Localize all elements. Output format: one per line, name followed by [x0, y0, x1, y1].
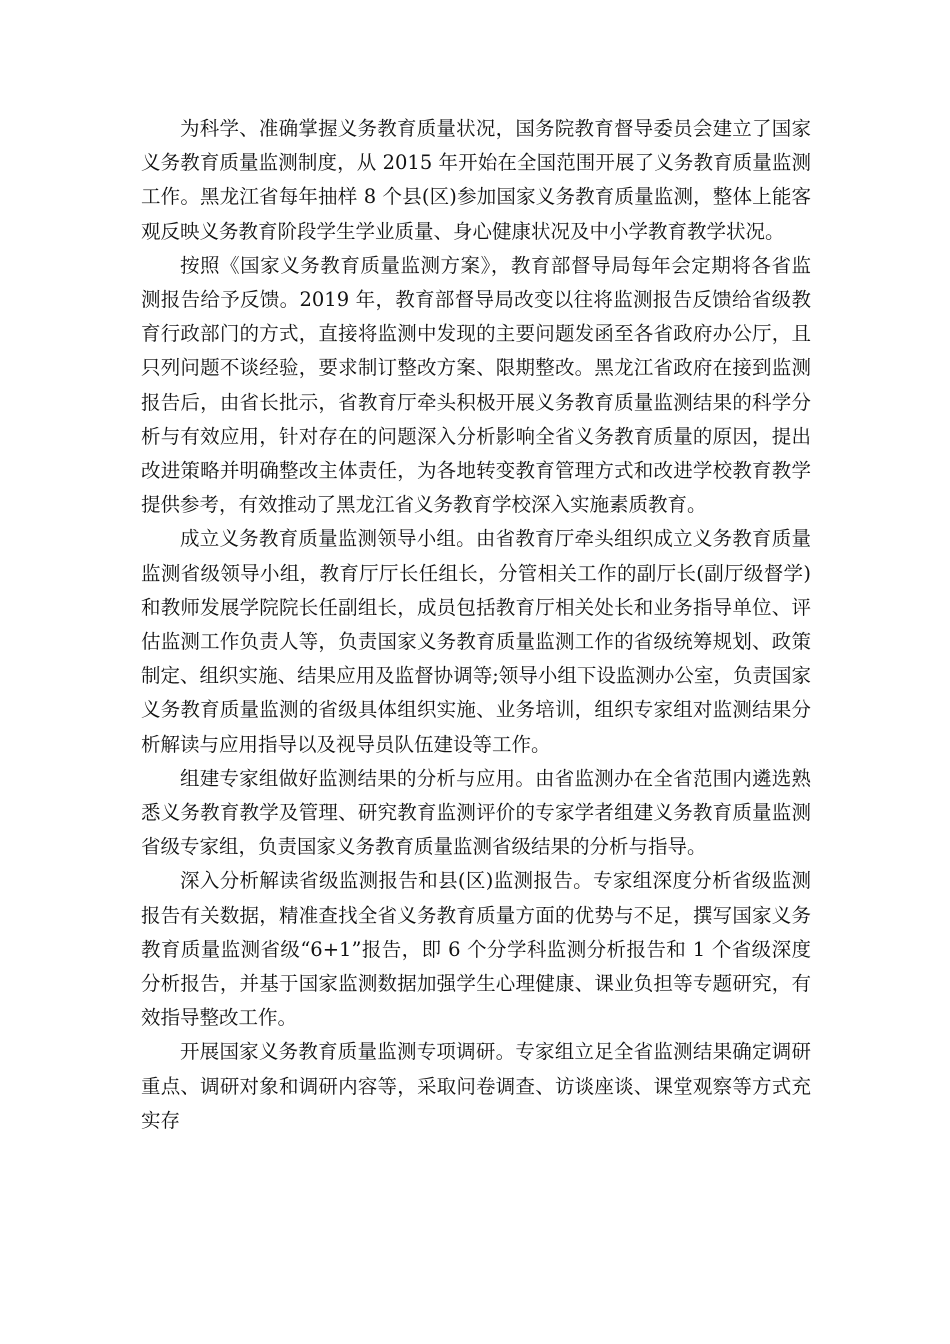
- paragraph-5: 深入分析解读省级监测报告和县(区)监测报告。专家组深度分析省级监测报告有关数据，精准查找全省义务教育质量方面的优势与不足，撰写国家义务教育质量监测省级“6+1”报告，即 6 个分学科监测分析报告和 1 个省级深度分析报告，并基于国家监测数据加强学生心理健康、课业负担等专题研究，有效指导整改工作。: [141, 869, 811, 1030]
- paragraph-2: 按照《国家义务教育质量监测方案》，教育部督导局每年会定期将各省监测报告给予反馈。2019 年，教育部督导局改变以往将监测报告反馈给省级教育行政部门的方式，直接将监测中发现的主要问题发函至各省政府办公厅，且只列问题不谈经验，要求制订整改方案、限期整改。黑龙江省政府在接到监测报告后，由省长批示，省教育厅牵头积极开展义务教育质量监测结果的科学分析与有效应用，针对存在的问题深入分析影响全省义务教育质量的原因，提出改进策略并明确整改主体责任，为各地转变教育管理方式和改进学校教育教学提供参考，有效推动了黑龙江省义务教育学校深入实施素质教育。: [141, 253, 811, 517]
- paragraph-4: 组建专家组做好监测结果的分析与应用。由省监测办在全省范围内遴选熟悉义务教育教学及管理、研究教育监测评价的专家学者组建义务教育质量监测省级专家组，负责国家义务教育质量监测省级结果的分析与指导。: [141, 766, 811, 859]
- paragraph-1: 为科学、准确掌握义务教育质量状况，国务院教育督导委员会建立了国家义务教育质量监测制度，从 2015 年开始在全国范围开展了义务教育质量监测工作。黑龙江省每年抽样 8 个县(区)参加国家义务教育质量监测，整体上能客观反映义务教育阶段学生学业质量、身心健康状况及中小学教育教学状况。: [141, 117, 811, 243]
- document-page: [141, 112, 811, 1138]
- paragraph-3: 成立义务教育质量监测领导小组。由省教育厅牵头组织成立义务教育质量监测省级领导小组，教育厅厅长任组长，分管相关工作的副厅长(副厅级督学)和教师发展学院院长任副组长，成员包括教育厅相关处长和业务指导单位、评估监测工作负责人等，负责国家义务教育质量监测工作的省级统筹规划、政策制定、组织实施、结果应用及监督协调等;领导小组下设监测办公室，负责国家义务教育质量监测的省级具体组织实施、业务培训，组织专家组对监测结果分析解读与应用指导以及视导员队伍建设等工作。: [141, 527, 811, 756]
- paragraph-6: 开展国家义务教育质量监测专项调研。专家组立足全省监测结果确定调研重点、调研对象和调研内容等，采取问卷调查、访谈座谈、课堂观察等方式充实存: [141, 1040, 811, 1132]
